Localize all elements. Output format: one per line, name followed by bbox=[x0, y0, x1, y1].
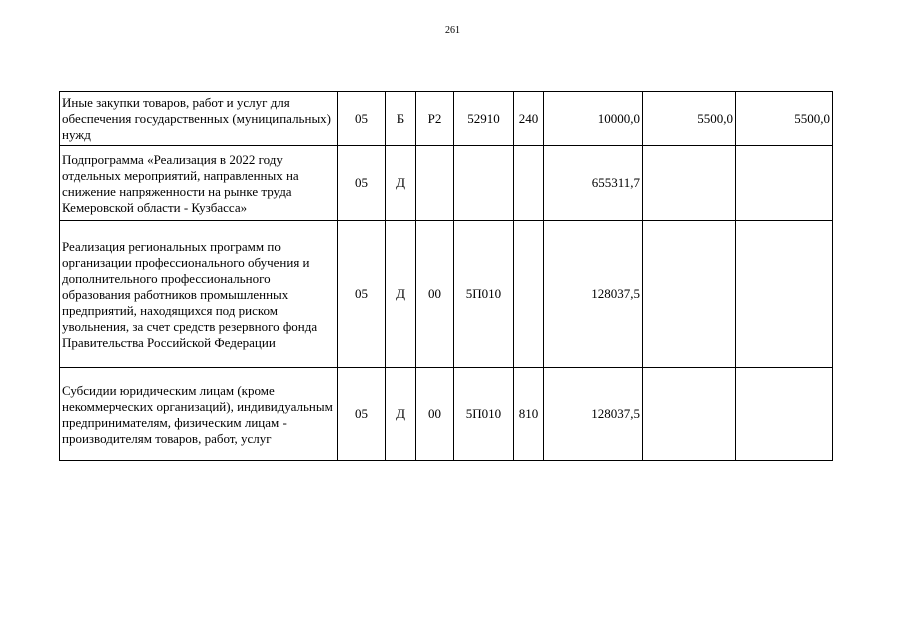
sum1-cell: 128037,5 bbox=[544, 221, 643, 368]
row-name-cell bbox=[60, 146, 338, 221]
sum1-cell: 655311,7 bbox=[544, 146, 643, 221]
target-cell: 52910 bbox=[454, 92, 514, 146]
target-cell: 5П010 bbox=[454, 221, 514, 368]
row-name-cell bbox=[60, 221, 338, 368]
program-cell: Д bbox=[386, 221, 416, 368]
budget-table bbox=[59, 91, 833, 461]
row-name-cell bbox=[60, 368, 338, 461]
expense-type-cell: 810 bbox=[514, 368, 544, 461]
sum3-cell: 5500,0 bbox=[736, 92, 833, 146]
section-cell: 05 bbox=[338, 146, 386, 221]
table-row bbox=[60, 92, 833, 146]
subprogram-cell bbox=[416, 146, 454, 221]
sum2-cell: 5500,0 bbox=[643, 92, 736, 146]
subprogram-cell: Р2 bbox=[416, 92, 454, 146]
page-number: 261 bbox=[445, 25, 460, 36]
sum3-cell bbox=[736, 146, 833, 221]
subprogram-cell: 00 bbox=[416, 368, 454, 461]
row-name: Подпрограмма «Реализация в 2022 году отдельных мероприятий, направленных на снижение напряженности на рынке труда Кемеровской области - Кузбасса» bbox=[62, 152, 299, 215]
table-row bbox=[60, 221, 833, 368]
table-row bbox=[60, 368, 833, 461]
section-cell: 05 bbox=[338, 92, 386, 146]
sum2-cell bbox=[643, 146, 736, 221]
row-name: Реализация региональных программ по организации профессионального обучения и дополнительного профессионального образования работников промышленных предприятий, находящихся под риском увольнения, за счет средств резервного фонда Правительства Российской Федерации bbox=[62, 239, 318, 350]
target-cell bbox=[454, 146, 514, 221]
program-cell: Б bbox=[386, 92, 416, 146]
section-cell: 05 bbox=[338, 368, 386, 461]
program-cell: Д bbox=[386, 368, 416, 461]
expense-type-cell bbox=[514, 146, 544, 221]
row-name: Субсидии юридическим лицам (кроме некоммерческих организаций), индивидуальным предпринимателям, физическим лицам - производителям товаров, работ, услуг bbox=[62, 383, 333, 446]
row-name: Иные закупки товаров, работ и услуг для обеспечения государственных (муниципальных) нужд bbox=[62, 95, 332, 142]
sum2-cell bbox=[643, 221, 736, 368]
sum3-cell bbox=[736, 368, 833, 461]
sum1-cell: 10000,0 bbox=[544, 92, 643, 146]
sum2-cell bbox=[643, 368, 736, 461]
section-cell: 05 bbox=[338, 221, 386, 368]
sum1-cell: 128037,5 bbox=[544, 368, 643, 461]
target-cell: 5П010 bbox=[454, 368, 514, 461]
sum3-cell bbox=[736, 221, 833, 368]
subprogram-cell: 00 bbox=[416, 221, 454, 368]
expense-type-cell: 240 bbox=[514, 92, 544, 146]
table-row bbox=[60, 146, 833, 221]
program-cell: Д bbox=[386, 146, 416, 221]
expense-type-cell bbox=[514, 221, 544, 368]
row-name-cell bbox=[60, 92, 338, 146]
